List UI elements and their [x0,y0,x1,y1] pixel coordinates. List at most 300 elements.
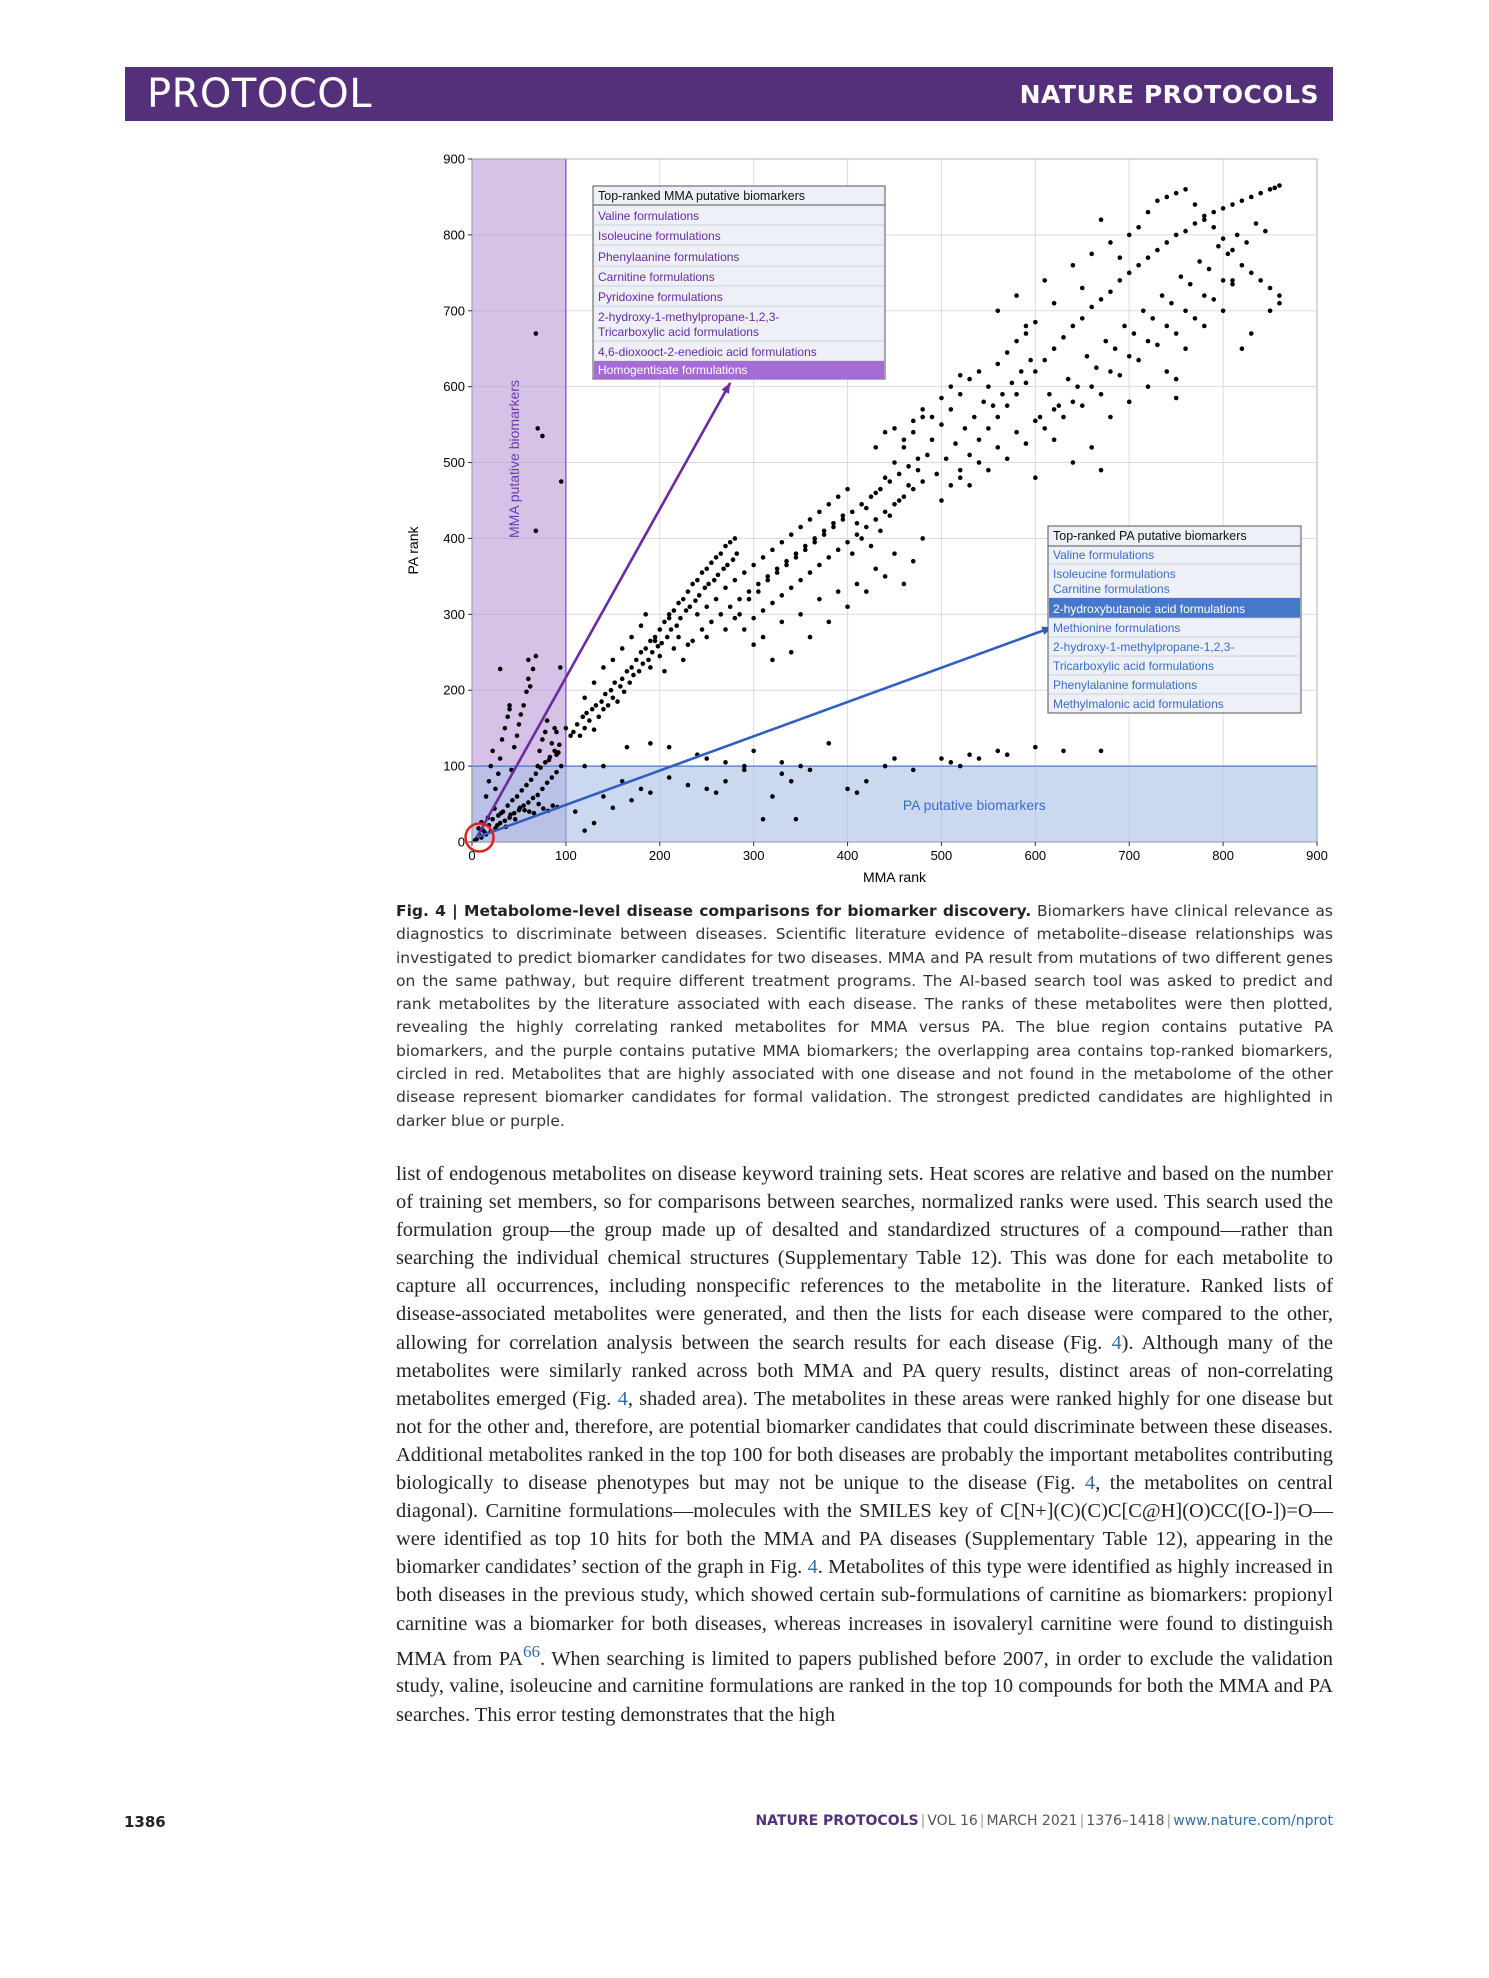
data-point [1080,316,1085,321]
data-point [873,567,878,572]
data-point [1099,468,1104,473]
footer-pages: 1376–1418 [1086,1813,1165,1829]
data-point [1019,369,1024,374]
data-point [603,692,608,697]
x-tick-label: 500 [930,848,953,863]
data-point [526,658,531,663]
data-point [817,597,822,602]
x-tick-label: 900 [1306,848,1328,863]
y-axis-label: PA rank [405,526,421,575]
data-point [1071,324,1076,329]
data-point [864,779,869,784]
data-point [770,658,775,663]
data-point [1089,305,1094,310]
pa-region [472,766,1317,842]
data-point [995,445,1000,450]
data-point [836,589,841,594]
data-point [770,794,775,799]
data-point [742,570,747,575]
axis-ticks [443,152,1328,864]
data-point [527,809,532,814]
data-point [596,714,601,719]
data-point [850,510,855,515]
data-point [484,794,489,799]
data-point [704,787,709,792]
data-point [659,641,664,646]
data-point [920,536,925,541]
data-point [518,806,523,811]
data-point [911,419,916,424]
data-point [808,517,813,522]
data-point [817,510,822,515]
data-point [686,783,691,788]
data-point [920,479,925,484]
data-point [1263,229,1268,234]
data-point [611,696,616,701]
data-point [578,733,583,738]
data-point [845,604,850,609]
data-point [618,684,623,689]
data-point [500,737,505,742]
data-point [939,396,944,401]
citation-link[interactable]: 66 [522,1641,540,1661]
data-point [888,479,893,484]
data-point [582,696,587,701]
data-point [1249,331,1254,336]
body-text-3: , shaded area). The metabolites in these areas were ranked highly for one disease but not for the other and, therefore, are potential biomarker candidates that could discriminate between these diseases. Additional metabolites ranked in the top 100 for both diseases are probably the important metabolites contributing biologically to disease phenotypes but may not be unique to the disease (Fig. [396,1387,1333,1495]
data-point [1075,384,1080,389]
data-point [1258,278,1263,283]
data-point [505,714,510,719]
data-point [1164,195,1169,200]
data-point [1146,339,1151,344]
data-point [601,794,606,799]
data-point [1183,187,1188,192]
data-point [1277,293,1282,298]
data-point [1155,248,1160,253]
data-point [648,665,653,670]
data-point [1113,346,1118,351]
data-point [963,426,968,431]
mma-biomarker-table [593,186,885,379]
fig-ref-link[interactable]: 4 [617,1387,628,1410]
data-point [665,635,670,640]
data-point [916,456,921,461]
data-point [1268,286,1273,291]
data-point [1221,308,1226,313]
footer-citation: NATURE PROTOCOLS | VOL 16 | MARCH 2021 | 1376–1418 | www.nature.com/nprot [755,1813,1333,1829]
y-tick-label: 100 [443,758,465,774]
data-point [615,699,620,704]
data-point [554,752,559,757]
data-point [1221,236,1226,241]
data-point [499,811,504,816]
data-point [681,658,686,663]
body-text-2: ). Although many of the metabolites were similarly ranked across both MMA and PA query results, distinct areas of non-correlating metabolites emerged (Fig. [396,1331,1333,1410]
footer-volume: VOL 16 [927,1813,978,1829]
data-point [512,745,517,750]
table-row: 2-hydroxy-1-methylpropane-1,2,3- [1053,640,1235,654]
data-point [780,771,785,776]
data-point [1010,381,1015,386]
data-point [1221,206,1226,211]
data-point [1146,255,1151,260]
data-point [1197,259,1202,264]
data-point [634,658,639,663]
data-point [747,597,752,602]
data-point [789,779,794,784]
data-point [667,745,672,750]
data-point [995,749,1000,754]
data-point [1080,286,1085,291]
data-point [873,445,878,450]
data-point [1127,271,1132,276]
data-point [507,703,512,708]
data-point [798,612,803,617]
data-point [761,817,766,822]
data-point [949,760,954,765]
data-point [1108,415,1113,420]
data-point [798,578,803,583]
data-point [582,726,587,731]
data-point [582,764,587,769]
data-point [803,548,808,553]
data-point [864,589,869,594]
table-row: 2-hydroxy-1-methylpropane-1,2,3- [598,310,780,324]
data-point [1118,255,1123,260]
data-point [620,677,625,682]
data-point [601,764,606,769]
data-point [714,790,719,795]
data-point [1005,403,1010,408]
data-point [1099,297,1104,302]
data-point [686,589,691,594]
table-title: Top-ranked PA putative biomarkers [1053,529,1247,543]
data-point [639,623,644,628]
data-point [1136,358,1141,363]
data-point [1099,392,1104,397]
data-point [709,560,714,565]
data-point [550,741,555,746]
data-point [554,770,559,775]
data-point [897,498,902,503]
data-point [693,598,698,603]
data-point [836,548,841,553]
data-point [498,756,503,761]
data-point [1094,365,1099,370]
pa-region-label: PA putative biomarkers [902,797,1046,814]
data-point [967,453,972,458]
table-row: Isoleucine formulations [598,229,721,243]
data-point [869,544,874,549]
data-point [845,540,850,545]
data-point [1005,456,1010,461]
data-point [967,752,972,757]
data-point [704,567,709,572]
data-point [667,775,672,780]
data-point [751,749,756,754]
data-point [657,654,662,659]
x-tick-label: 700 [1118,848,1141,863]
table-row: Valine formulations [1053,548,1155,562]
data-point [540,434,545,439]
data-point [609,688,614,693]
section-label: PROTOCOL [147,71,373,117]
caption-fig-label: Fig. 4 | Metabolome-level disease comparisons for biomarker discovery. [396,902,1032,920]
data-point [1071,263,1076,268]
data-point [714,555,719,560]
data-point [1193,202,1198,207]
x-tick-label: 300 [742,848,765,863]
data-point [897,472,902,477]
data-point [662,620,667,625]
data-point [742,764,747,769]
data-point [1150,316,1155,321]
data-point [631,673,636,678]
data-point [949,483,954,488]
data-point [584,711,589,716]
data-point [878,487,883,492]
table-row: Methylmalonic acid formulations [1053,697,1224,711]
data-point [1014,293,1019,298]
table-row: Pyridoxine formulations [598,290,723,304]
data-point [906,464,911,469]
data-point [1033,320,1038,325]
data-point [939,756,944,761]
data-point [704,756,709,761]
data-point [1042,278,1047,283]
data-point [601,707,606,712]
data-point [751,642,756,647]
data-point [490,749,495,754]
data-point [690,639,695,644]
data-point [672,608,677,613]
data-point [531,667,536,672]
data-point [1230,248,1235,253]
data-point [648,790,653,795]
data-point [761,608,766,613]
data-point [524,689,529,694]
data-point [575,722,580,727]
data-point [1183,346,1188,351]
data-point [1033,419,1038,424]
table-row: Tricarboxylic acid formulations [598,325,759,339]
data-point [1033,369,1038,374]
data-point [611,658,616,663]
data-point [1005,350,1010,355]
data-point [845,787,850,792]
table-row: Phenylalanine formulations [1053,678,1198,692]
data-point [789,650,794,655]
data-point [573,809,578,814]
footer-url[interactable]: www.nature.com/nprot [1173,1813,1333,1829]
y-tick-label: 400 [443,530,465,546]
data-point [535,426,540,431]
data-point [902,445,907,450]
journal-label: NATURE PROTOCOLS [1019,80,1319,109]
data-point [1174,233,1179,238]
data-point [519,788,524,793]
data-point [487,779,492,784]
data-point [826,741,831,746]
data-point [920,415,925,420]
data-point [798,525,803,530]
data-point [883,430,888,435]
data-point [855,790,860,795]
data-point [731,557,736,562]
data-point [911,559,916,564]
data-point [599,699,604,704]
data-point [648,639,653,644]
data-point [547,758,552,763]
data-point [709,620,714,625]
data-point [629,798,634,803]
y-tick-label: 800 [443,227,465,243]
data-point [550,803,555,808]
data-point [1249,195,1254,200]
data-point [674,623,679,628]
fig-ref-link[interactable]: 4 [1085,1472,1096,1495]
data-point [958,468,963,473]
data-point [831,525,836,530]
data-point [925,453,930,458]
data-point [550,775,555,780]
data-point [1047,392,1052,397]
data-point [1244,240,1249,245]
data-point [1118,278,1123,283]
data-point [535,764,540,769]
data-point [906,483,911,488]
data-point [944,456,949,461]
data-point [808,635,813,640]
data-point [723,585,728,590]
data-point [1164,240,1169,245]
data-point [620,646,625,651]
data-point [517,722,522,727]
table-row: Isoleucine formulations [1053,567,1176,581]
x-tick-label: 0 [468,848,476,863]
data-point [1188,282,1193,287]
footer-journal: NATURE PROTOCOLS [755,1813,919,1829]
data-point [684,608,689,613]
data-point [1183,308,1188,313]
data-point [1080,403,1085,408]
data-point [688,604,693,609]
data-point [643,612,648,617]
data-point [545,781,550,786]
data-point [1028,358,1033,363]
data-point [1254,221,1259,226]
data-point [892,502,897,507]
data-point [883,510,888,515]
data-point [672,646,677,651]
data-point [723,627,728,632]
data-point [1193,221,1198,226]
data-point [627,680,632,685]
data-point [1146,210,1151,215]
data-point [855,521,860,526]
data-point [734,551,739,556]
data-point [650,650,655,655]
data-point [704,635,709,640]
fig-ref-link[interactable]: 4 [1111,1331,1122,1354]
data-point [737,612,742,617]
x-tick-label: 400 [836,848,859,863]
data-point [641,661,646,666]
data-point [648,741,653,746]
y-tick-label: 600 [443,379,465,395]
data-point [770,548,775,553]
data-point [972,415,977,420]
data-point [1268,308,1273,313]
data-point [557,743,562,748]
data-point [747,589,752,594]
data-point [686,642,691,647]
data-point [656,644,661,649]
data-point [545,718,550,723]
data-point [1066,377,1071,382]
table-row: Carnitine formulations [1053,582,1170,596]
data-point [751,563,756,568]
data-point [916,468,921,473]
data-point [855,582,860,587]
data-point [723,779,728,784]
data-point [967,483,972,488]
data-point [669,627,674,632]
caption-text: Biomarkers have clinical relevance as diagnostics to discriminate between diseases. Scientific literature evidence of metabolite–disease relationships was investigated to predict biomarker candidates for two diseases. MMA and PA result from mutations of two different genes on the same pathway, but require different treatment programs. The AI-based search tool was asked to predict and rank metabolites by the literature associated with each disease. The ranks of these metabolites were then plotted, revealing the highly correlating ranked metabolites for MMA versus PA. The blue region contains putative PA biomarkers, and the purple contains putative MMA biomarkers; the overlapping area contains top-ranked biomarkers, circled in red. Metabolites that are highly associated with one disease and not found in the metabolome of the other disease represent biomarker candidates for formal validation. The strongest predicted candidates are highlighted in darker blue or purple. [396,902,1333,1130]
data-point [780,620,785,625]
data-point [1240,198,1245,203]
data-point [521,703,526,708]
fig-ref-link[interactable]: 4 [807,1556,818,1579]
data-point [528,684,533,689]
y-tick-label: 700 [443,303,465,319]
data-point [700,627,705,632]
data-point [789,585,794,590]
table-row: 4,6-dioxooct-2-enedioic acid formulations [598,345,817,359]
data-point [592,821,597,826]
data-point [601,665,606,670]
data-point [780,760,785,765]
data-point [780,540,785,545]
data-point [1174,377,1179,382]
data-point [1000,392,1005,397]
data-point [667,612,672,617]
data-point [958,392,963,397]
data-point [1014,430,1019,435]
data-point [676,601,681,606]
data-point [725,563,730,568]
data-point [580,714,585,719]
data-point [657,627,662,632]
y-tick-label: 0 [457,834,465,850]
data-point [1211,225,1216,230]
data-point [1061,335,1066,340]
data-point [826,502,831,507]
data-point [859,502,864,507]
data-point [1042,426,1047,431]
data-point [1108,240,1113,245]
data-point [519,712,524,717]
data-point [991,403,996,408]
data-point [1024,441,1029,446]
data-point [920,407,925,412]
data-point [986,468,991,473]
y-tick-label: 900 [443,151,465,167]
data-point [892,551,897,556]
data-point [859,536,864,541]
data-point [892,460,897,465]
